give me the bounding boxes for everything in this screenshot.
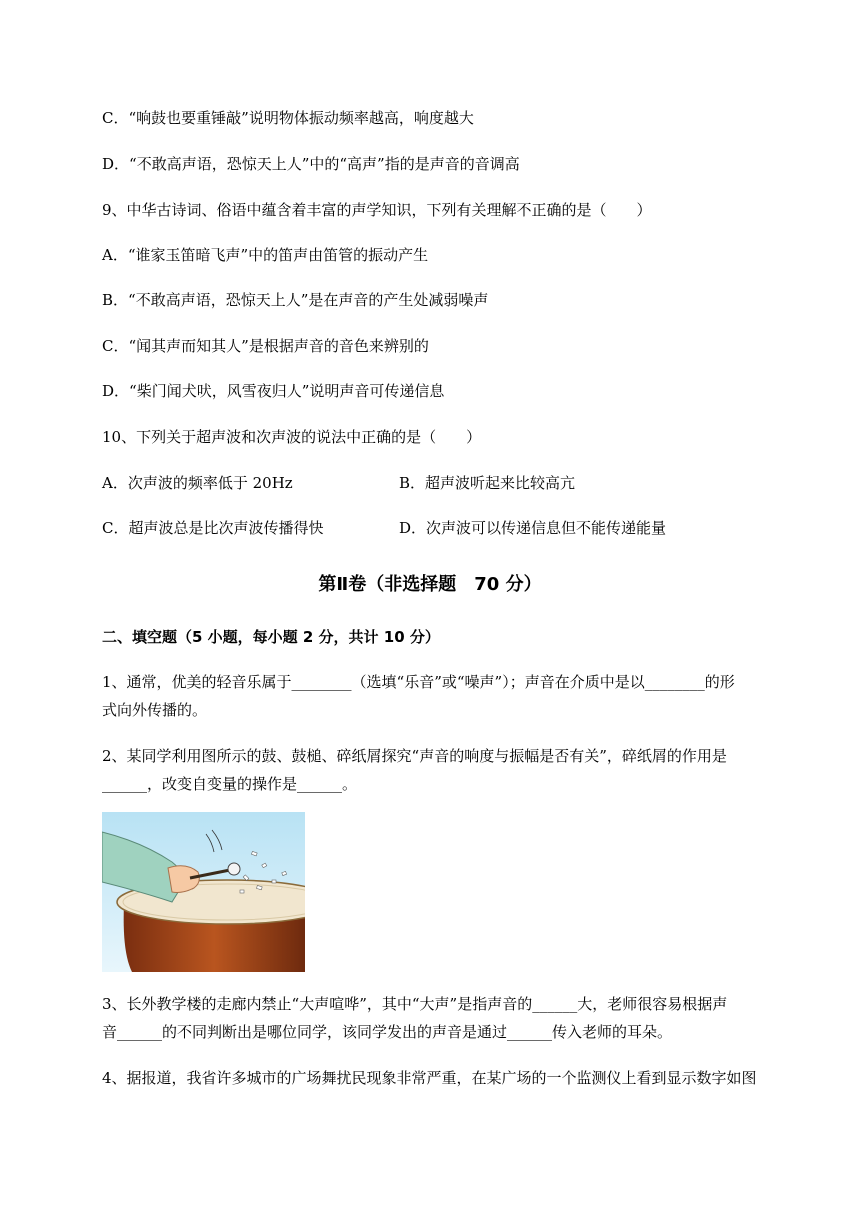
q10-option-d: D．次声波可以传递信息但不能传递能量: [399, 519, 667, 537]
section-heading: 二、填空题（5 小题，每小题 2 分，共计 10 分）: [102, 628, 440, 646]
q9-option-d: D．“柴门闻犬吠，风雪夜归人”说明声音可传递信息: [102, 382, 445, 400]
part-ii-title: 第Ⅱ卷（非选择题 70 分）: [318, 574, 542, 595]
q10-row-ab: [102, 473, 802, 493]
q10-option-a: A．次声波的频率低于 20Hz: [102, 474, 293, 492]
q10-option-b: B．超声波听起来比较高亢: [399, 474, 576, 492]
drum-figure: [102, 812, 305, 972]
q10-option-c: C．超声波总是比次声波传播得快: [102, 519, 324, 537]
fill-q2-line2: ______，改变自变量的操作是______。: [102, 775, 358, 793]
fill-q3-line1: 3、长外教学楼的走廊内禁止“大声喧哗”，其中“大声”是指声音的______大，老师很容易根据声: [102, 995, 728, 1013]
fill-q1-line1: 1、通常，优美的轻音乐属于________（选填“乐音”或“噪声”）；声音在介质中是以________的形: [102, 673, 735, 691]
q9-option-c: C．“闻其声而知其人”是根据声音的音色来辨别的: [102, 337, 429, 355]
fill-q2-line1: 2、某同学利用图所示的鼓、鼓槌、碎纸屑探究“声音的响度与振幅是否有关”，碎纸屑的作用是: [102, 747, 727, 765]
q9-option-a: A．“谁家玉笛暗飞声”中的笛声由笛管的振动产生: [102, 246, 429, 264]
fill-q3-line2: 音______的不同判断出是哪位同学，该同学发出的声音是通过______传入老师的耳朵。: [102, 1023, 673, 1041]
fill-q4-line1: 4、据报道，我省许多城市的广场舞扰民现象非常严重，在某广场的一个监测仪上看到显示数字如图: [102, 1069, 757, 1087]
q8-option-d: D．“不敢高声语，恐惊天上人”中的“高声”指的是声音的音调高: [102, 155, 520, 173]
q8-option-c: C．“响鼓也要重锤敲”说明物体振动频率越高，响度越大: [102, 109, 474, 127]
q9-stem: 9、中华古诗词、俗语中蕴含着丰富的声学知识，下列有关理解不正确的是（ ）: [102, 201, 652, 219]
q10-row-cd: [102, 518, 802, 538]
q10-stem: 10、下列关于超声波和次声波的说法中正确的是（ ）: [102, 428, 482, 446]
q9-option-b: B．“不敢高声语，恐惊天上人”是在声音的产生处减弱噪声: [102, 291, 489, 309]
fill-q1-line2: 式向外传播的。: [102, 701, 208, 719]
